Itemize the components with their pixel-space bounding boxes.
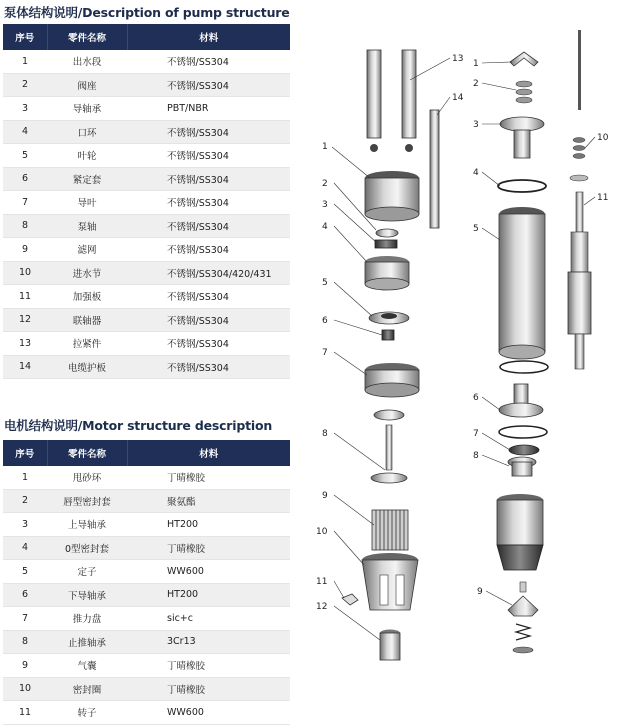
row-material: 不锈钢/SS304 [127, 285, 290, 309]
callout-label: 3 [322, 200, 328, 210]
row-part-name: 滤网 [47, 238, 127, 262]
table-row [3, 73, 290, 97]
table-row [3, 355, 290, 379]
outlet-section-shape [365, 171, 419, 221]
callout-label: 8 [473, 451, 479, 461]
row-part-name: 下导轴承 [47, 583, 127, 607]
reinforcing-plate-shape [342, 594, 358, 605]
tie-rod-shape [367, 50, 416, 152]
row-material: 不锈钢/SS304 [127, 73, 290, 97]
row-part-name: 气囊 [47, 654, 127, 678]
table-row [3, 120, 290, 144]
row-part-name: 导轴承 [47, 97, 127, 121]
row-material: 3Cr13 [127, 630, 290, 654]
lip-seal-shape [516, 81, 532, 103]
callout-label: 11 [316, 577, 328, 587]
col-header-index: 序号 [3, 440, 47, 466]
row-index: 9 [3, 238, 47, 262]
table-row [3, 332, 290, 356]
motor-parts-table [3, 440, 290, 725]
row-part-name: 电缆护板 [47, 355, 127, 379]
stator-shape [499, 207, 545, 359]
row-part-name: 泵轴 [47, 214, 127, 238]
row-material: 不锈钢/SS304 [127, 167, 290, 191]
row-part-name: 转子 [47, 701, 127, 725]
pump-assembly [342, 50, 439, 660]
callout-label: 10 [316, 527, 328, 537]
callout-label: 14 [452, 93, 464, 103]
row-index: 8 [3, 630, 47, 654]
row-index: 12 [3, 308, 47, 332]
callout-label: 5 [322, 278, 328, 288]
row-part-name: 拉紧件 [47, 332, 127, 356]
row-part-name: 叶轮 [47, 144, 127, 168]
impeller-shape [369, 312, 409, 324]
row-index: 4 [3, 120, 47, 144]
row-part-name: 定子 [47, 560, 127, 584]
row-index: 11 [3, 285, 47, 309]
table-row [3, 285, 290, 309]
row-index: 3 [3, 513, 47, 537]
row-part-name: 紧定套 [47, 167, 127, 191]
table-row [3, 489, 290, 513]
row-part-name: 进水节 [47, 261, 127, 285]
sand-slinger-shape [510, 52, 538, 66]
lower-bearing-shape [499, 384, 543, 417]
pump-parts-table [3, 24, 290, 379]
upper-bearing-shape [500, 117, 544, 158]
row-part-name: 止推轴承 [47, 630, 127, 654]
seal-ring-group-shape [570, 138, 588, 182]
table-row [3, 261, 290, 285]
table-row [3, 513, 290, 537]
row-material: 不锈钢/SS304 [127, 355, 290, 379]
row-part-name: 0型密封套 [47, 536, 127, 560]
thrust-bearing-shape [508, 457, 536, 476]
callout-label: 10 [597, 133, 609, 143]
callout-label: 6 [473, 393, 479, 403]
table-row [3, 97, 290, 121]
row-material: 不锈钢/SS304 [127, 238, 290, 262]
row-index: 7 [3, 607, 47, 631]
table-row [3, 308, 290, 332]
callout-label: 13 [452, 54, 464, 64]
row-index: 7 [3, 191, 47, 215]
row-material: 不锈钢/SS304 [127, 308, 290, 332]
callout-label: 2 [473, 79, 479, 89]
callout-label: 1 [473, 59, 479, 69]
row-index: 4 [3, 536, 47, 560]
sleeve-shape [382, 330, 394, 340]
callout-label: 9 [477, 587, 483, 597]
row-material: WW600 [127, 701, 290, 725]
row-material: 丁晴橡胶 [127, 536, 290, 560]
motor-section-title: 电机结构说明/Motor structure description [4, 418, 273, 433]
row-material: PBT/NBR [127, 97, 290, 121]
callout-label: 11 [597, 193, 609, 203]
row-material: 丁晴橡胶 [127, 466, 290, 489]
row-index: 9 [3, 654, 47, 678]
rotor-assembly [568, 30, 591, 369]
row-part-name: 加强板 [47, 285, 127, 309]
row-material: 不锈钢/SS304 [127, 120, 290, 144]
row-index: 13 [3, 332, 47, 356]
row-material: 聚氨酯 [127, 489, 290, 513]
table-row [3, 607, 290, 631]
table-row [3, 50, 290, 73]
pump-section-title: 泵体结构说明/Description of pump structure [4, 5, 290, 20]
table-header-row [3, 440, 290, 466]
table-row [3, 583, 290, 607]
motor-base-shape [497, 494, 543, 570]
row-index: 6 [3, 167, 47, 191]
col-header-index: 序号 [3, 24, 47, 50]
row-material: sic+c [127, 607, 290, 631]
row-part-name: 口环 [47, 120, 127, 144]
rotor-shape [568, 192, 591, 369]
table-row [3, 466, 290, 489]
row-material: HT200 [127, 583, 290, 607]
callout-label: 8 [322, 429, 328, 439]
pump-shaft-shape [371, 425, 407, 483]
thrust-disc-shape [509, 445, 539, 455]
row-index: 2 [3, 489, 47, 513]
table-row [3, 701, 290, 725]
o-ring-shape [498, 180, 546, 192]
cable-guard-shape [430, 110, 439, 228]
table-header-row [3, 24, 290, 50]
motor-assembly [497, 52, 548, 653]
callout-label: 7 [322, 348, 328, 358]
callout-label: 4 [322, 222, 328, 232]
row-index: 10 [3, 261, 47, 285]
col-header-part-name: 零件名称 [47, 24, 127, 50]
callout-label: 3 [473, 120, 479, 130]
row-part-name: 联轴器 [47, 308, 127, 332]
row-index: 14 [3, 355, 47, 379]
row-part-name: 推力盘 [47, 607, 127, 631]
row-material: 不锈钢/SS304 [127, 214, 290, 238]
valve-seat-shape [376, 229, 398, 237]
row-index: 3 [3, 97, 47, 121]
exploded-view-diagram [292, 0, 618, 711]
diffuser-shape [365, 363, 419, 397]
strainer-shape [372, 510, 408, 550]
callout-label: 9 [322, 491, 328, 501]
callout-label: 12 [316, 602, 328, 612]
col-header-part-name: 零件名称 [47, 440, 127, 466]
row-material: WW600 [127, 560, 290, 584]
row-material: 不锈钢/SS304 [127, 191, 290, 215]
table-row [3, 560, 290, 584]
callout-label: 1 [322, 142, 328, 152]
row-index: 10 [3, 677, 47, 701]
rotor-spindle-shape [578, 30, 581, 110]
callout-label: 7 [473, 429, 479, 439]
diaphragm-shape [508, 582, 538, 653]
row-index: 11 [3, 701, 47, 725]
table-row [3, 144, 290, 168]
row-part-name: 甩砂环 [47, 466, 127, 489]
guide-bearing-shape [375, 240, 397, 248]
row-part-name: 导叶 [47, 191, 127, 215]
row-part-name: 阀座 [47, 73, 127, 97]
table-row [3, 654, 290, 678]
row-material: 不锈钢/SS304/420/431 [127, 261, 290, 285]
row-index: 5 [3, 144, 47, 168]
row-material: 不锈钢/SS304 [127, 332, 290, 356]
row-material: HT200 [127, 513, 290, 537]
callout-label: 6 [322, 316, 328, 326]
table-row [3, 214, 290, 238]
row-part-name: 出水段 [47, 50, 127, 73]
row-material: 不锈钢/SS304 [127, 50, 290, 73]
row-index: 1 [3, 466, 47, 489]
inlet-section-shape [362, 553, 418, 610]
table-row [3, 191, 290, 215]
table-row [3, 167, 290, 191]
table-row [3, 536, 290, 560]
table-row [3, 677, 290, 701]
col-header-material: 材料 [127, 24, 290, 50]
table-row [3, 630, 290, 654]
row-index: 5 [3, 560, 47, 584]
row-part-name: 唇型密封套 [47, 489, 127, 513]
row-index: 2 [3, 73, 47, 97]
row-part-name: 密封圈 [47, 677, 127, 701]
callout-label: 4 [473, 168, 479, 178]
table-row [3, 238, 290, 262]
row-material: 不锈钢/SS304 [127, 144, 290, 168]
callout-label: 2 [322, 179, 328, 189]
row-index: 6 [3, 583, 47, 607]
wear-ring-shape [365, 256, 409, 290]
callout-label: 5 [473, 224, 479, 234]
row-material: 丁晴橡胶 [127, 654, 290, 678]
row-part-name: 上导轴承 [47, 513, 127, 537]
row-index: 1 [3, 50, 47, 73]
row-material: 丁晴橡胶 [127, 677, 290, 701]
row-index: 8 [3, 214, 47, 238]
col-header-material: 材料 [127, 440, 290, 466]
coupling-shape [380, 630, 400, 661]
